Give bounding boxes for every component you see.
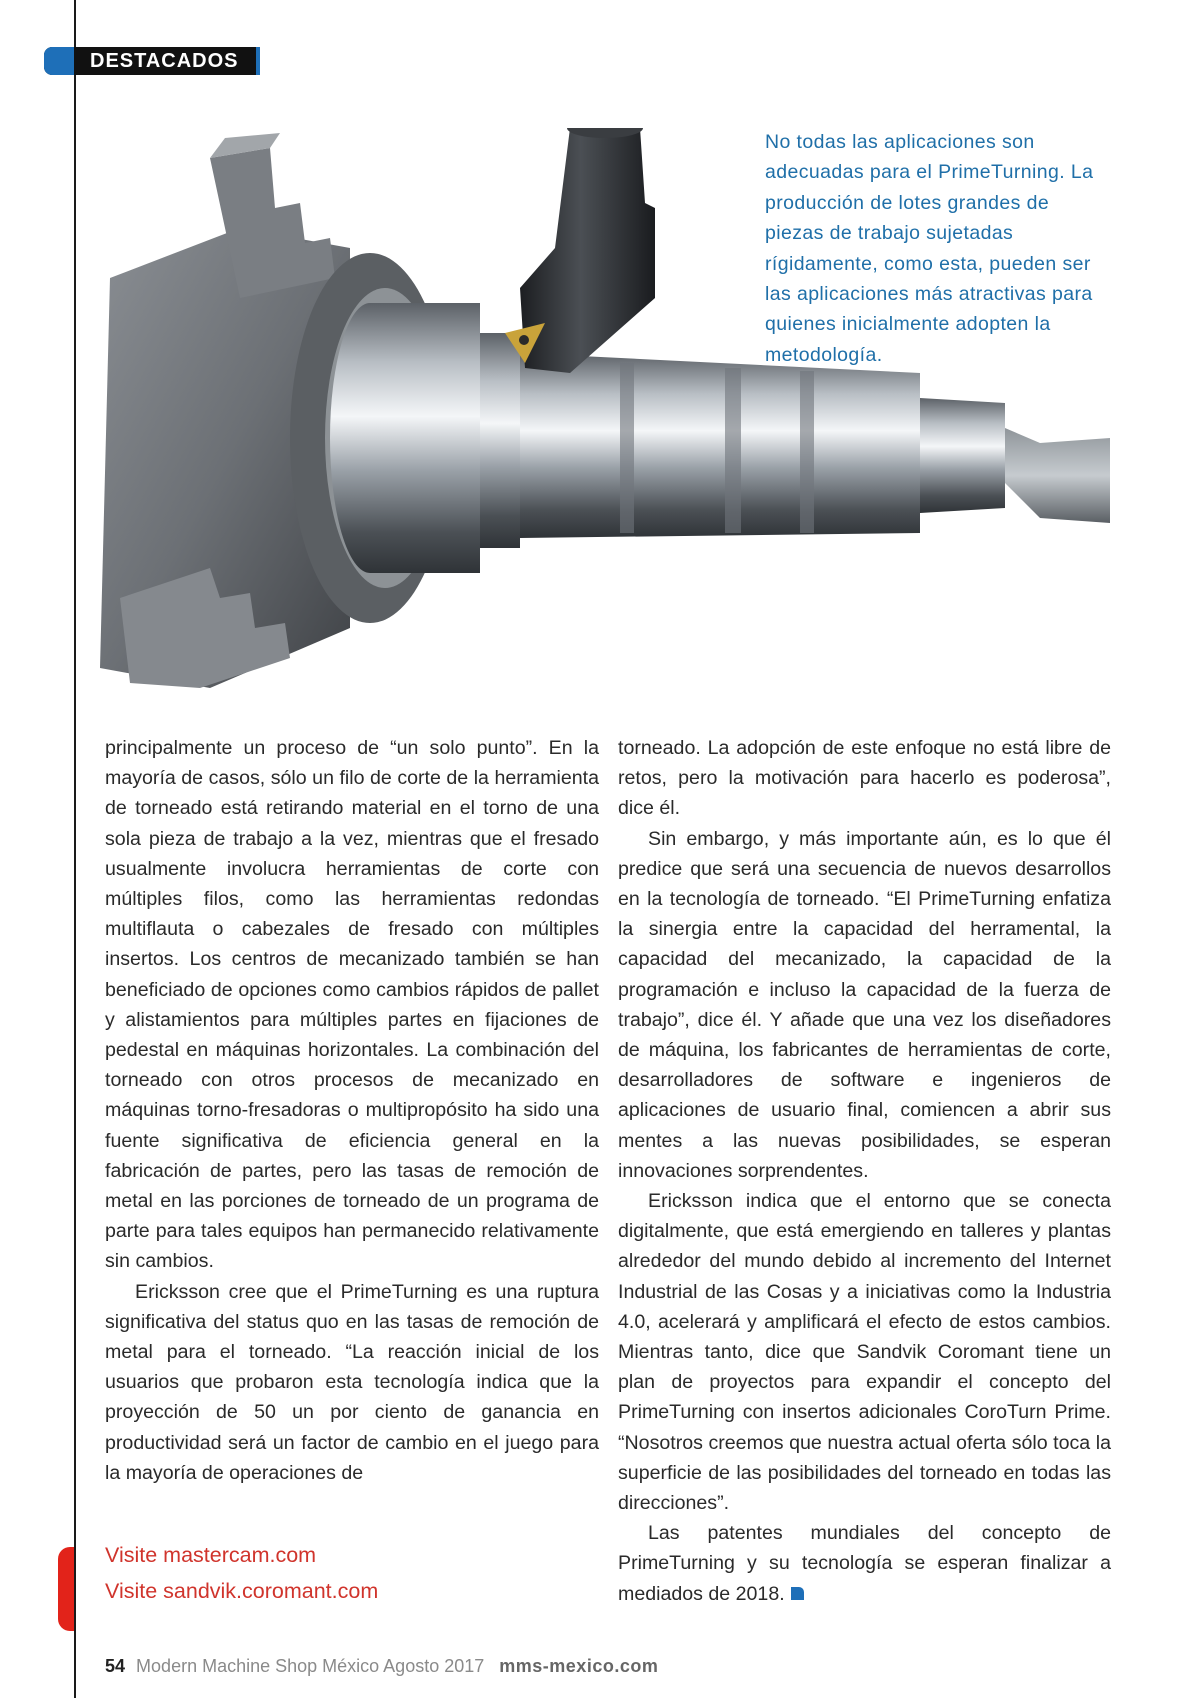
paragraph: torneado. La adopción de este enfoque no está libre de retos, pero la motivación para hacerlo es poderosa”, dice él. (618, 737, 1111, 820)
figure-caption: No todas las aplicaciones son adecuadas para el PrimeTurning. La producción de lotes grandes de piezas de trabajo sujetadas rígidamente, como esta, pueden ser las aplicaciones más atractivas para quienes inicialmente adopten la metodología. (765, 131, 1094, 366)
page-footer (105, 1656, 658, 1677)
page-number: 54 (105, 1656, 126, 1676)
end-of-article-icon (791, 1587, 804, 1600)
site-url[interactable]: mms-mexico.com (499, 1656, 659, 1676)
section-label: DESTACADOS (90, 50, 239, 72)
paragraph: Ericksson cree que el PrimeTurning es una ruptura significativa del status quo en las tasas de remoción de metal para el torneado. “La reacción inicial de los usuarios que probaron esta tecnología indica que la proyección de 50 un por ciento de ganancia en productividad será un factor de cambio en el juego para la mayoría de operaciones de (105, 1280, 599, 1484)
link-sandvik[interactable]: Visite sandvik.coromant.com (105, 1579, 379, 1603)
paragraph: Sin embargo, y más importante aún, es lo que él predice que será una secuencia de nuevos desarrollos en la tecnología de torneado. “El PrimeTurning enfatiza la sinergia entre la capacidad del herramental, la capacidad del mecanizado, la capacidad de la programación e incluso la capacidad de la fuerza de trabajo”, dice él. Y añade que una vez los diseñadores de máquina, los fabricantes de herramientas de corte, desarrolladores de software e ingenieros de aplicaciones de usuario final, comiencen a abrir sus mentes a las nuevas posibilidades, se esperan innovaciones sorprendentes. (618, 827, 1111, 1182)
publication-name: Modern Machine Shop México Agosto 2017 (136, 1656, 485, 1676)
section-tag (44, 47, 260, 75)
paragraph: Ericksson indica que el entorno que se conecta digitalmente, que está emergiendo en talleres y plantas alrededor del mundo debido al incremento del Internet Industrial de las Cosas y a iniciativas como la Industria 4.0, acelerará y amplificará el efecto de estos cambios. Mientras tanto, dice que Sandvik Coromant tiene un plan de proyectos para expandir el concepto del PrimeTurning con insertos adicionales CoroTurn Prime. “Nosotros creemos que nuestra actual oferta sólo toca la superficie de las posibilidades del torneado en todas las direcciones”. (618, 1190, 1111, 1515)
link-mastercam[interactable]: Visite mastercam.com (105, 1543, 317, 1567)
margin-rule (74, 0, 76, 1698)
paragraph-last (618, 1518, 1111, 1609)
links-accent-tab (58, 1547, 74, 1631)
article-column-left (105, 733, 599, 1488)
paragraph: Las patentes mundiales del concepto de PrimeTurning y su tecnología se esperan finalizar a mediados de 2018. (618, 1522, 1111, 1605)
paragraph: principalmente un proceso de “un solo punto”. En la mayoría de casos, sólo un filo de corte de la herramienta de torneado está retirando material en el torno de una sola pieza de trabajo a la vez, mientras que el fresado usualmente involucra herramientas de corte con múltiples filos, como las herramientas redondas multiflauta o cabezales de fresado con múltiples insertos. Los centros de mecanizado también se han beneficiado de opciones como cambios rápidos de pallet y alistamientos para múltiples partes en fijaciones de pedestal en máquinas horizontales. La combinación del torneado con otros procesos de mecanizado en máquinas torno-fresadoras o multipropósito ha sido una fuente significativa de eficiencia general en la fabricación de partes, pero las tasas de remoción de metal en las porciones de torneado de un programa de parte para tales equipos han permanecido relativamente sin cambios. (105, 737, 599, 1273)
article-column-right (618, 733, 1111, 1609)
related-links (105, 1537, 378, 1609)
